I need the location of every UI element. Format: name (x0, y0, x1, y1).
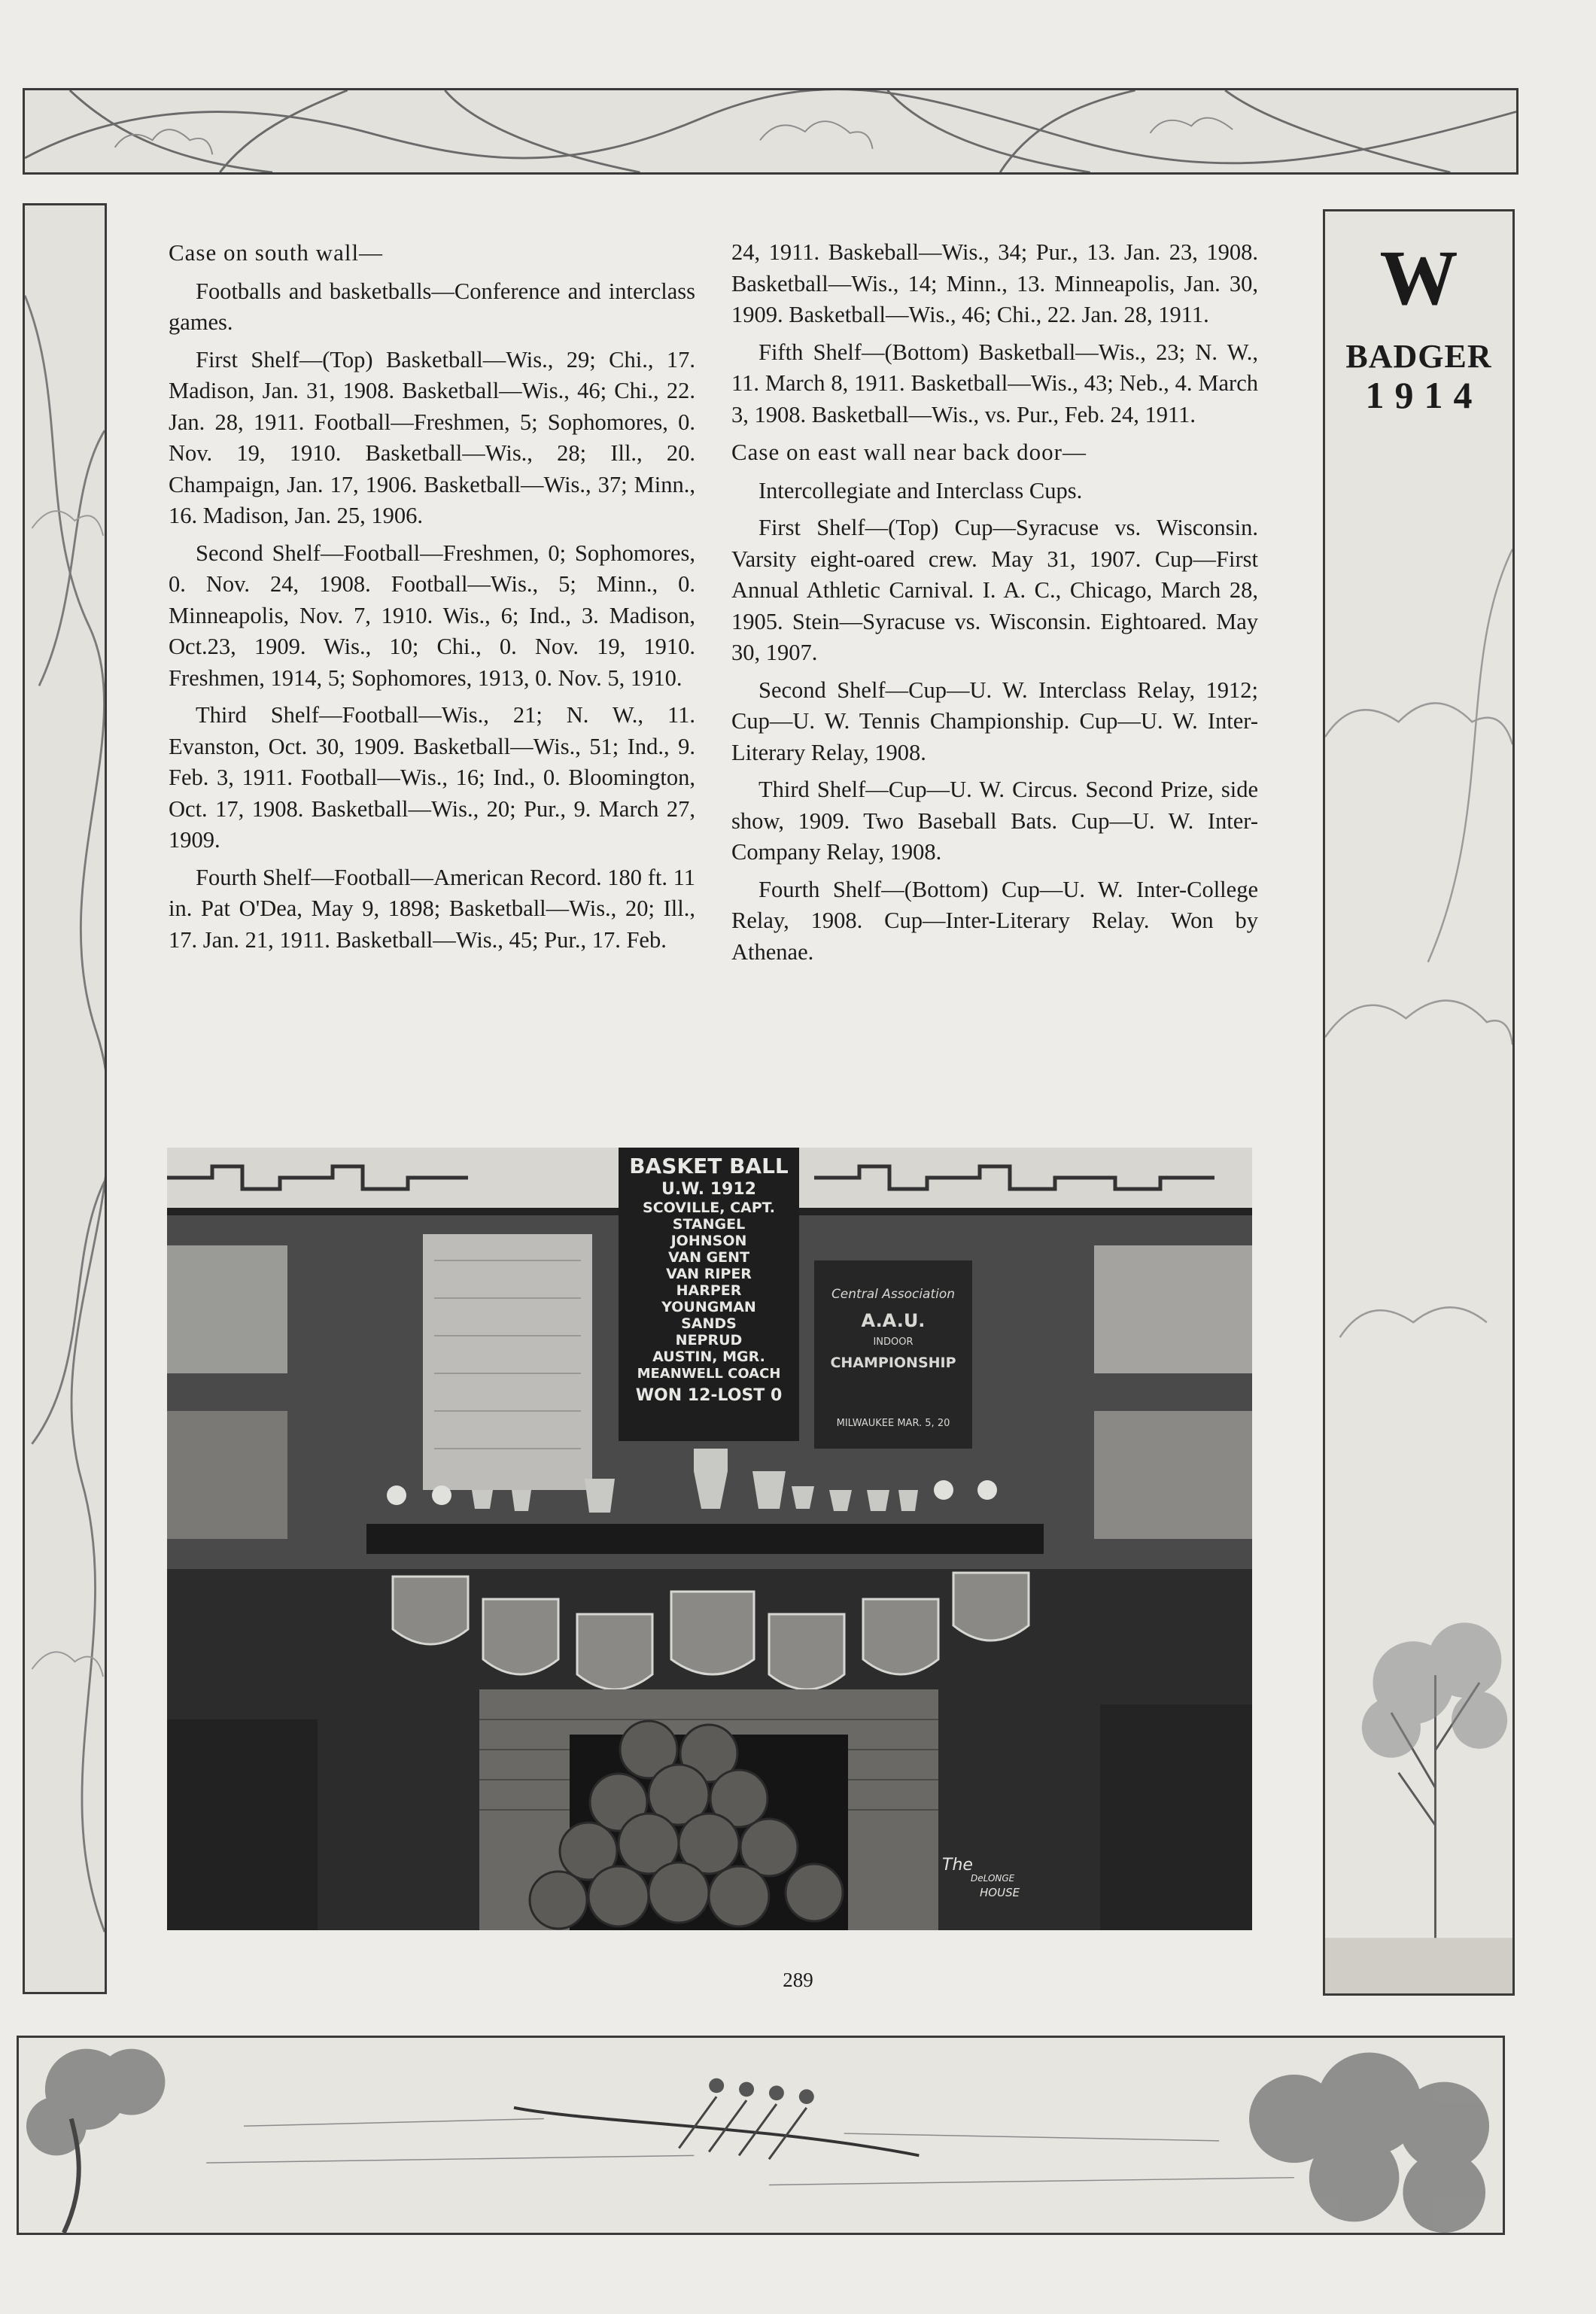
banner-line: SCOVILLE, CAPT. (643, 1200, 775, 1216)
paragraph: Fifth Shelf—(Bottom) Basketball—Wis., 23; N. W., 11. March 8, 1911. Basketball—Wis., 43; Neb., 4. March 3, 1908. Basketball—Wis., vs. Pur., Feb. 24, 1911. (731, 339, 1258, 427)
pennant-line: MILWAUKEE MAR. 5, 20 (836, 1418, 950, 1429)
banner-line: U.W. 1912 (661, 1180, 756, 1199)
trophy-room-photograph (167, 1148, 1252, 1930)
badge-name: BADGER (1345, 338, 1492, 375)
banner-line: AUSTIN, MGR. (652, 1349, 765, 1365)
section-heading-south-wall: Case on south wall— (169, 239, 384, 266)
paragraph: Third Shelf—Cup—U. W. Circus. Second Prize, side show, 1909. Two Baseball Bats. Cup—U. W. Inter-Company Relay, 1908. (731, 777, 1258, 865)
paragraph: Intercollegiate and Interclass Cups. (758, 477, 1083, 503)
banner-line: STANGEL (672, 1216, 746, 1233)
banner-line: BASKET BALL (629, 1154, 789, 1178)
bottom-decorative-border (17, 2036, 1505, 2235)
paragraph: Fourth Shelf—(Bottom) Cup—U. W. Inter-College Relay, 1908. Cup—Inter-Literary Relay. Won by Athenae. (731, 876, 1258, 965)
banner-line: NEPRUD (675, 1332, 743, 1349)
badger-1914-badge (1323, 209, 1515, 414)
pennant-line: CHAMPIONSHIP (830, 1355, 956, 1371)
banner-line: SANDS (681, 1315, 737, 1332)
banner-line: WON 12-LOST 0 (635, 1386, 783, 1405)
badge-year: 1914 (1365, 374, 1483, 416)
right-text-column (731, 237, 1258, 974)
studio-mark-line: HOUSE (980, 1886, 1020, 1899)
paragraph: Footballs and basketballs—Conference and interclass games. (169, 278, 695, 335)
badge-letter: W (1379, 235, 1458, 321)
left-text-column (169, 237, 695, 962)
paragraph: First Shelf—(Top) Basketball—Wis., 29; Chi., 17. Madison, Jan. 31, 1908. Basketball—Wis., 46; Chi., 22. Jan. 28, 1911. Football—Freshmen, 5; Sophomores, 0. Nov. 19, 1910. Basketball—Wis., 28; Ill., 20. Champaign, Jan. 17, 1906. Basketball—Wis., 37; Minn., 16. Madison, Jan. 25, 1906. (169, 346, 695, 528)
banner-line: VAN GENT (667, 1249, 750, 1266)
banner-line: MEANWELL COACH (637, 1366, 781, 1382)
pennant-line: A.A.U. (861, 1310, 926, 1331)
pennant-line: INDOOR (873, 1336, 914, 1348)
banner-line: HARPER (676, 1282, 742, 1299)
paragraph: First Shelf—(Top) Cup—Syracuse vs. Wisconsin. Varsity eight-oared crew. May 31, 1907. Cup—First Annual Athletic Carnival. I. A. C., Chicago, March 28, 1905. Stein—Syracuse vs. Wisconsin. Eightoared. May 30, 1907. (731, 515, 1258, 665)
paragraph: Second Shelf—Football—Freshmen, 0; Sophomores, 0. Nov. 24, 1908. Football—Wis., 5; Minn., 0. Minneapolis, Nov. 7, 1910. Wis., 6; Ind., 3. Madison, Oct.23, 1909. Wis., 10; Chi., 0. Nov. 19, 1910. Freshmen, 1914, 5; Sophomores, 1913, 0. Nov. 5, 1910. (169, 540, 695, 691)
pennant-line: Central Association (831, 1287, 956, 1302)
right-decorative-border (1323, 209, 1515, 1996)
section-heading-east-wall: Case on east wall near back door— (731, 439, 1087, 465)
left-decorative-border (23, 203, 107, 1994)
paragraph-continued: 24, 1911. Baskeball—Wis., 34; Pur., 13. Jan. 23, 1908. Basketball—Wis., 14; Minn., 13. Minneapolis, Jan. 30, 1909. Basketball—Wis., 46; Chi., 22. Jan. 28, 1911. (731, 239, 1258, 327)
top-decorative-border (23, 88, 1518, 175)
banner-line: YOUNGMAN (661, 1299, 756, 1315)
studio-mark-line: The (942, 1856, 973, 1875)
banner-line: JOHNSON (670, 1233, 747, 1249)
studio-mark-line: DeLONGE (971, 1873, 1015, 1884)
banner-line: VAN RIPER (666, 1266, 752, 1282)
paragraph: Third Shelf—Football—Wis., 21; N. W., 11. Evanston, Oct. 30, 1909. Basketball—Wis., 51; Ind., 9. Feb. 3, 1911. Football—Wis., 16; Ind., 0. Bloomington, Oct. 17, 1908. Basketball—Wis., 20; Pur., 9. March 27, 1909. (169, 702, 695, 853)
paragraph: Fourth Shelf—Football—American Record. 180 ft. 11 in. Pat O'Dea, May 9, 1898; Basketball—Wis., 20; Ill., 17. Jan. 21, 1911. Basketball—Wis., 45; Pur., 17. Feb. (169, 864, 695, 953)
paragraph: Second Shelf—Cup—U. W. Interclass Relay, 1912; Cup—U. W. Tennis Championship. Cup—U. W. Inter-Literary Relay, 1908. (731, 677, 1258, 765)
page-number: 289 (783, 1969, 813, 1991)
